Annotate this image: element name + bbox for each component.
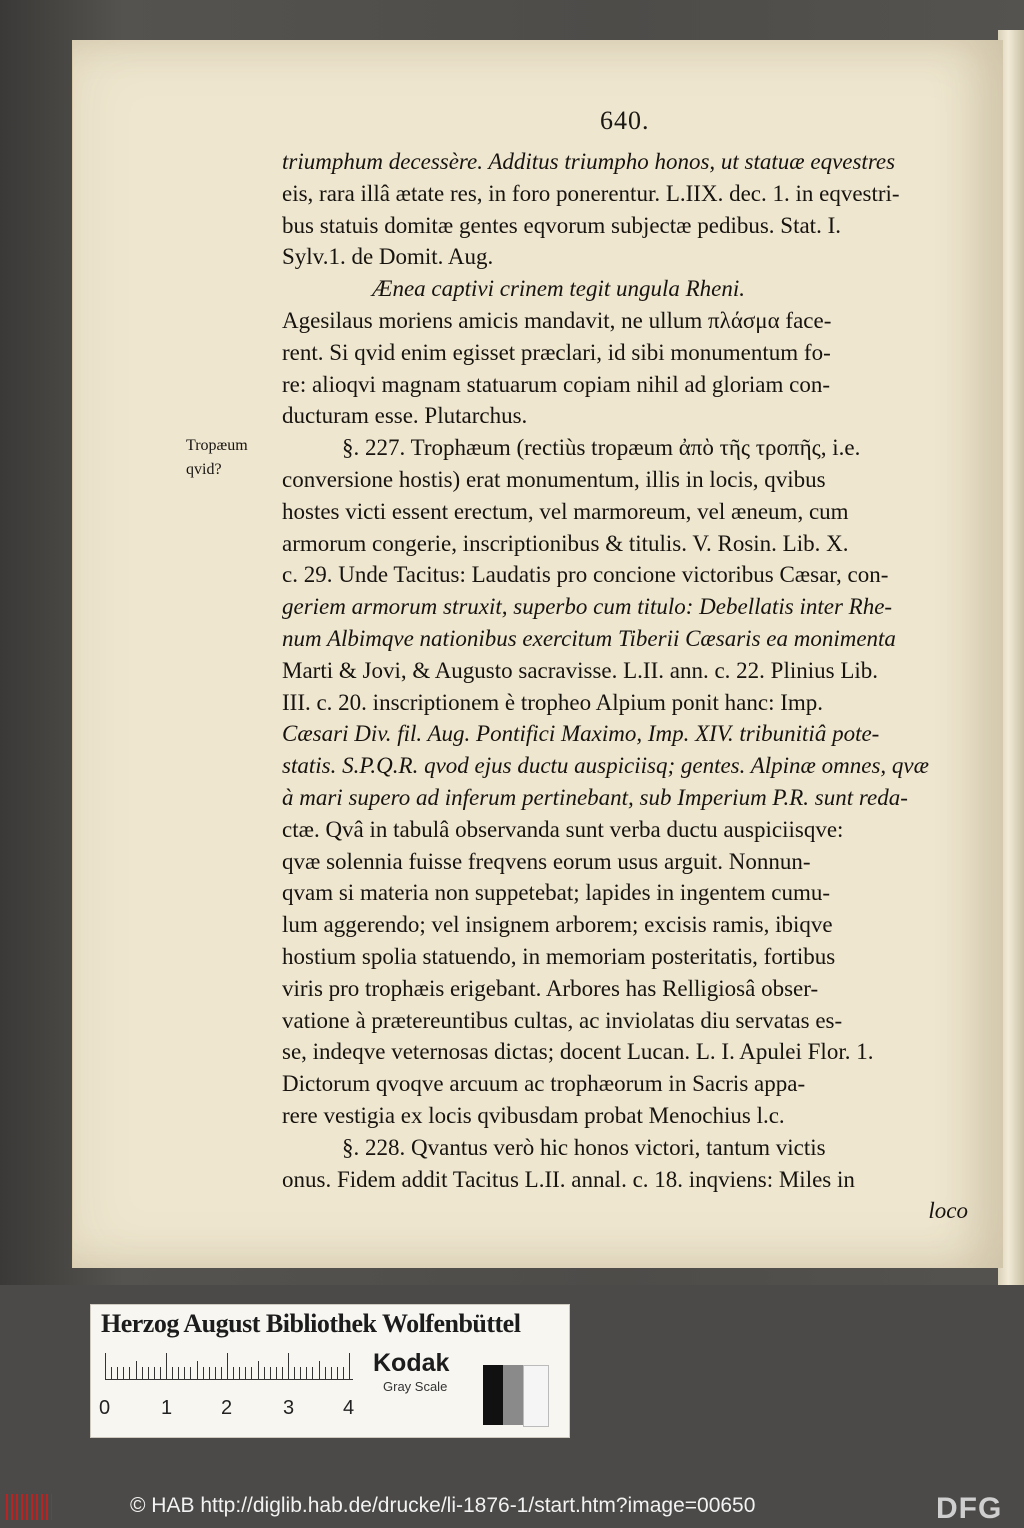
text-line: hostes victi essent erectum, vel marmoreum, vel æneum, cum: [282, 498, 849, 524]
ruler-tick: [251, 1367, 252, 1379]
text-line: ducturam esse. Plutarchus.: [282, 403, 528, 429]
ruler-tick: [172, 1367, 173, 1379]
page-number: 640.: [600, 106, 650, 135]
text-line: ctæ. Qvâ in tabulâ observanda sunt verba ductu auspiciisqve:: [282, 816, 844, 842]
text-line: geriem armorum struxit, superbo cum titulo: Debellatis inter Rhe-: [282, 594, 893, 620]
ruler-tick: [282, 1367, 283, 1379]
text-line: Agesilaus moriens amicis mandavit, ne ullum πλάσμα face-: [282, 307, 832, 333]
ruler-tick: [319, 1361, 320, 1379]
verse-line: Ænea captivi crinem tegit ungula Rheni.: [372, 276, 746, 302]
section-228-start: §. 228. Qvantus verò hic honos victori, tantum victis: [342, 1134, 826, 1160]
ruler-tick: [148, 1367, 149, 1379]
text-line: qvæ solennia fuisse freqvens eorum usus arguit. Nonnun-: [282, 848, 811, 874]
text-line: qvam si materia non suppetebat; lapides in ingentem cumu-: [282, 880, 831, 906]
gray-swatch-white: [523, 1365, 549, 1427]
text-line: statis. S.P.Q.R. qvod ejus ductu auspiciisq; gentes. Alpinæ omnes, qvæ: [282, 753, 929, 779]
ruler-tick: [294, 1367, 295, 1379]
ruler-tick: [276, 1367, 277, 1379]
text-line: à mari supero ad inferum pertinebant, sub Imperium P.R. sunt reda-: [282, 784, 908, 810]
ruler-tick: [178, 1367, 179, 1379]
text-line: Cæsari Div. fil. Aug. Pontifici Maximo, Imp. XIV. tribunitiâ pote-: [282, 721, 880, 747]
margin-note: [186, 434, 281, 482]
ruler-number: 4: [343, 1397, 355, 1419]
ruler-tick: [306, 1367, 307, 1379]
ruler-tick: [190, 1367, 191, 1379]
gray-swatch-mid: [503, 1365, 523, 1425]
kodak-logo: Kodak: [373, 1349, 450, 1377]
text-line: III. c. 20. inscriptionem è tropheo Alpium ponit hanc: Imp.: [282, 689, 824, 715]
text-line: Sylv.1. de Domit. Aug.: [282, 244, 494, 270]
ruler-tick: [233, 1367, 234, 1379]
ruler-tick: [136, 1361, 137, 1379]
ruler-tick: [154, 1367, 155, 1379]
ruler-tick: [288, 1353, 289, 1379]
ruler-tick: [142, 1367, 143, 1379]
text-line: conversione hostis) erat monumentum, illis in locis, qvibus: [282, 466, 826, 492]
text-line: c. 29. Unde Tacitus: Laudatis pro concione victoribus Cæsar, con-: [282, 562, 889, 588]
text-line: bus statuis domitæ gentes eqvorum subjectæ pedibus. Stat. I.: [282, 212, 841, 238]
text-line: hostium spolia statuendo, in memoriam posteritatis, fortibus: [282, 943, 836, 969]
dfg-logo: DFG: [936, 1492, 1003, 1525]
margin-note-line: qvid?: [186, 461, 222, 478]
scale-ruler: [105, 1353, 353, 1380]
text-line: se, indeqve veternosas dictas; docent Lucan. L. I. Apulei Flor. 1.: [282, 1039, 874, 1065]
ruler-number: 0: [99, 1397, 111, 1419]
color-reference-card: [90, 1304, 570, 1438]
text-line: eis, rara illâ ætate res, in foro ponerentur. L.IIX. dec. 1. in eqvestri-: [282, 180, 900, 206]
text-line: Marti & Jovi, & Augusto sacravisse. L.II. ann. c. 22. Plinius Lib.: [282, 657, 879, 683]
gray-swatch-black: [483, 1365, 503, 1425]
margin-note-line: Tropæum: [186, 437, 248, 454]
ruler-tick: [343, 1367, 344, 1379]
ruler-tick: [325, 1367, 326, 1379]
text-line: Dictorum qvoqve arcuum ac trophæorum in Sacris appa-: [282, 1071, 806, 1097]
text-line: re: alioqvi magnam statuarum copiam nihil ad gloriam con-: [282, 371, 831, 397]
footer-bar: [0, 1486, 1024, 1528]
ruler-tick: [239, 1367, 240, 1379]
ruler-tick: [203, 1367, 204, 1379]
text-line: rent. Si qvid enim egisset præclari, id sibi monumentum fo-: [282, 339, 831, 365]
ruler-number: 2: [221, 1397, 233, 1419]
ruler-number: 3: [283, 1397, 295, 1419]
copyright-url[interactable]: © HAB http://diglib.hab.de/drucke/li-1876-1/start.htm?image=00650: [130, 1494, 756, 1517]
ruler-tick: [258, 1361, 259, 1379]
gray-scale-label: Gray Scale: [383, 1379, 448, 1394]
ruler-tick: [349, 1353, 350, 1379]
ruler-tick: [215, 1367, 216, 1379]
library-name: Herzog August Bibliothek Wolfenbüttel: [101, 1309, 521, 1338]
ruler-tick: [264, 1367, 265, 1379]
text-line: viris pro trophæis erigebant. Arbores has Relligiosâ obser-: [282, 975, 819, 1001]
text-line: rere vestigia ex locis qvibusdam probat Menochius l.c.: [282, 1102, 785, 1128]
ruler-tick: [337, 1367, 338, 1379]
ruler-tick: [166, 1353, 167, 1379]
library-barcode-logo-icon: [6, 1494, 52, 1520]
ruler-tick: [123, 1367, 124, 1379]
catchword: loco: [928, 1198, 968, 1224]
ruler-tick: [197, 1361, 198, 1379]
text-line: vatione à prætereuntibus cultas, ac inviolatas diu servatas es-: [282, 1007, 843, 1033]
text-line: lum aggerendo; vel insignem arborem; excisis ramis, ibiqve: [282, 912, 833, 938]
ruler-tick: [312, 1367, 313, 1379]
text-line: num Albimqve nationibus exercitum Tiberii Cæsaris ea monimenta: [282, 625, 896, 651]
ruler-tick: [160, 1367, 161, 1379]
page-text: [282, 146, 968, 1227]
ruler-tick: [300, 1367, 301, 1379]
section-227-start: §. 227. Trophæum (rectiùs tropæum ἀπὸ τῆς τροπῆς, i.e.: [342, 435, 861, 461]
ruler-number: 1: [161, 1397, 173, 1419]
ruler-tick: [111, 1367, 112, 1379]
ruler-tick: [221, 1367, 222, 1379]
text-line: armorum congerie, inscriptionibus & titulis. V. Rosin. Lib. X.: [282, 530, 849, 556]
ruler-tick: [209, 1367, 210, 1379]
ruler-tick: [331, 1367, 332, 1379]
text-line: onus. Fidem addit Tacitus L.II. annal. c. 18. inqviens: Miles in: [282, 1166, 855, 1192]
ruler-tick: [129, 1367, 130, 1379]
ruler-tick: [117, 1367, 118, 1379]
ruler-tick: [270, 1367, 271, 1379]
ruler-tick: [105, 1353, 106, 1379]
ruler-tick: [245, 1367, 246, 1379]
text-line: triumphum decessère. Additus triumpho honos, ut statuæ eqvestres: [282, 149, 896, 174]
ruler-tick: [184, 1367, 185, 1379]
ruler-tick: [227, 1353, 228, 1379]
